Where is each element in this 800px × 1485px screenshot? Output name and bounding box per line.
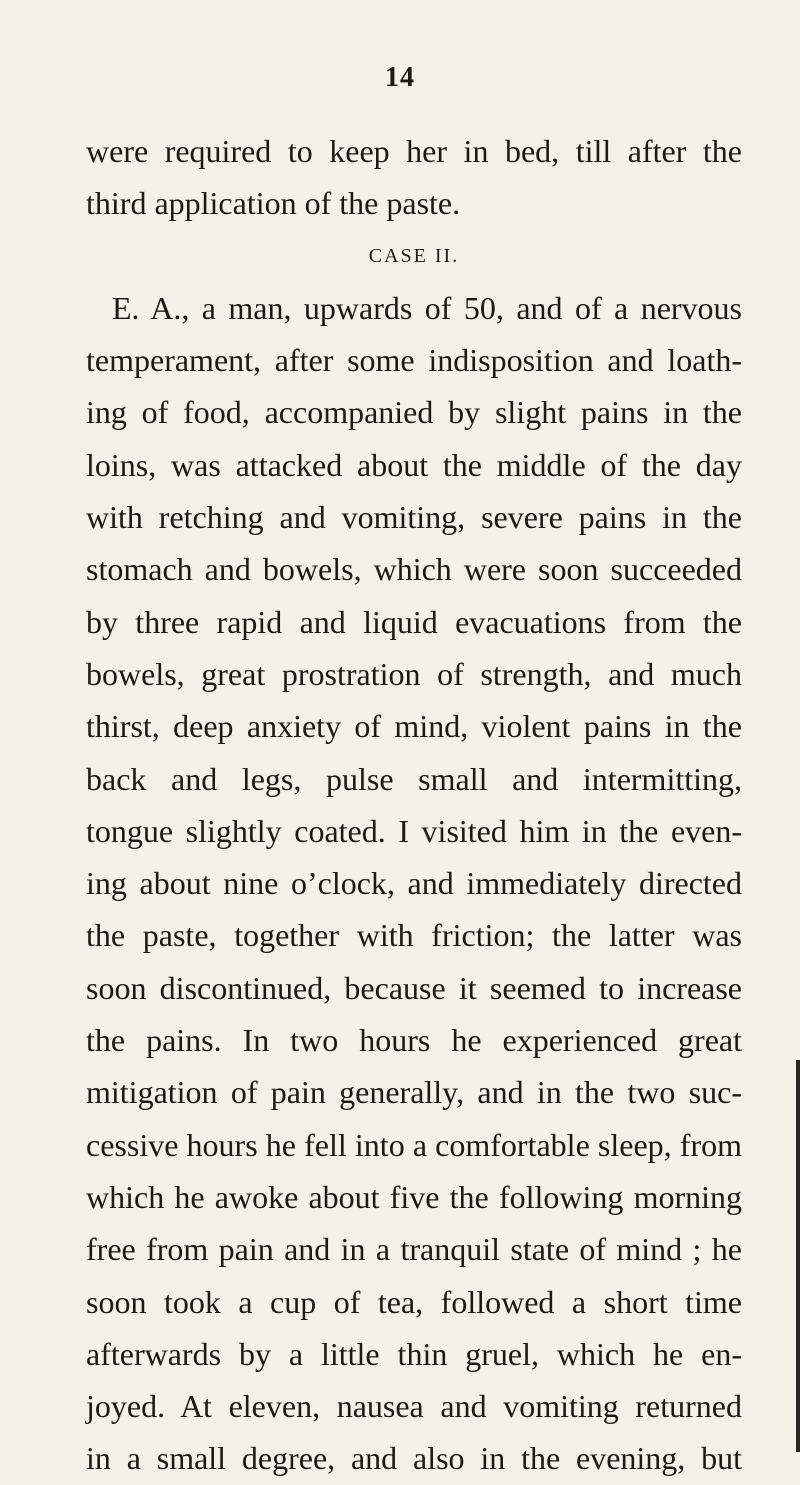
- body-text: [86, 125, 742, 1485]
- text-line: soon discontinued, because it seemed to increase: [86, 969, 742, 1006]
- text-line: E. A., a man, upwards of 50, and of a nervous: [112, 289, 742, 326]
- text-line: by three rapid and liquid evacuations from the: [86, 603, 742, 640]
- text-line: joyed. At eleven, nausea and vomiting returned: [86, 1388, 742, 1425]
- case-heading: CASE II.: [368, 244, 460, 267]
- text-line: ing of food, accompanied by slight pains in the: [86, 394, 742, 431]
- page-edge-shadow: [796, 1060, 800, 1452]
- text-line: stomach and bowels, which were soon succeeded: [86, 551, 742, 588]
- page-number: 14: [385, 62, 415, 93]
- text-line: were required to keep her in bed, till after the: [86, 133, 742, 169]
- text-line: tongue slightly coated. I visited him in the even-: [86, 812, 742, 849]
- text-line: free from pain and in a tranquil state of mind ; he: [86, 1231, 742, 1268]
- text-line: thirst, deep anxiety of mind, violent pains in the: [86, 708, 742, 745]
- text-line: temperament, after some indisposition and loath-: [86, 342, 742, 379]
- text-line: bowels, great prostration of strength, and much: [86, 655, 742, 692]
- text-line: ing about nine o’clock, and immediately directed: [86, 865, 742, 902]
- text-line: third application of the paste.: [86, 185, 461, 222]
- text-line: soon took a cup of tea, followed a short time: [86, 1283, 742, 1320]
- text-line: the pains. In two hours he experienced great: [86, 1022, 742, 1059]
- text-line: with retching and vomiting, severe pains in the: [86, 499, 742, 536]
- text-line: the paste, together with friction; the latter was: [86, 917, 742, 954]
- text-line: cessive hours he fell into a comfortable sleep, from: [86, 1126, 742, 1163]
- text-line: loins, was attacked about the middle of the day: [86, 446, 742, 483]
- text-line: afterwards by a little thin gruel, which he en-: [86, 1335, 742, 1372]
- text-line: which he awoke about five the following morning: [86, 1178, 742, 1215]
- text-line: mitigation of pain generally, and in the two suc-: [86, 1074, 742, 1111]
- text-line: in a small degree, and also in the evening, but: [86, 1440, 742, 1477]
- text-line: back and legs, pulse small and intermitting,: [86, 760, 742, 797]
